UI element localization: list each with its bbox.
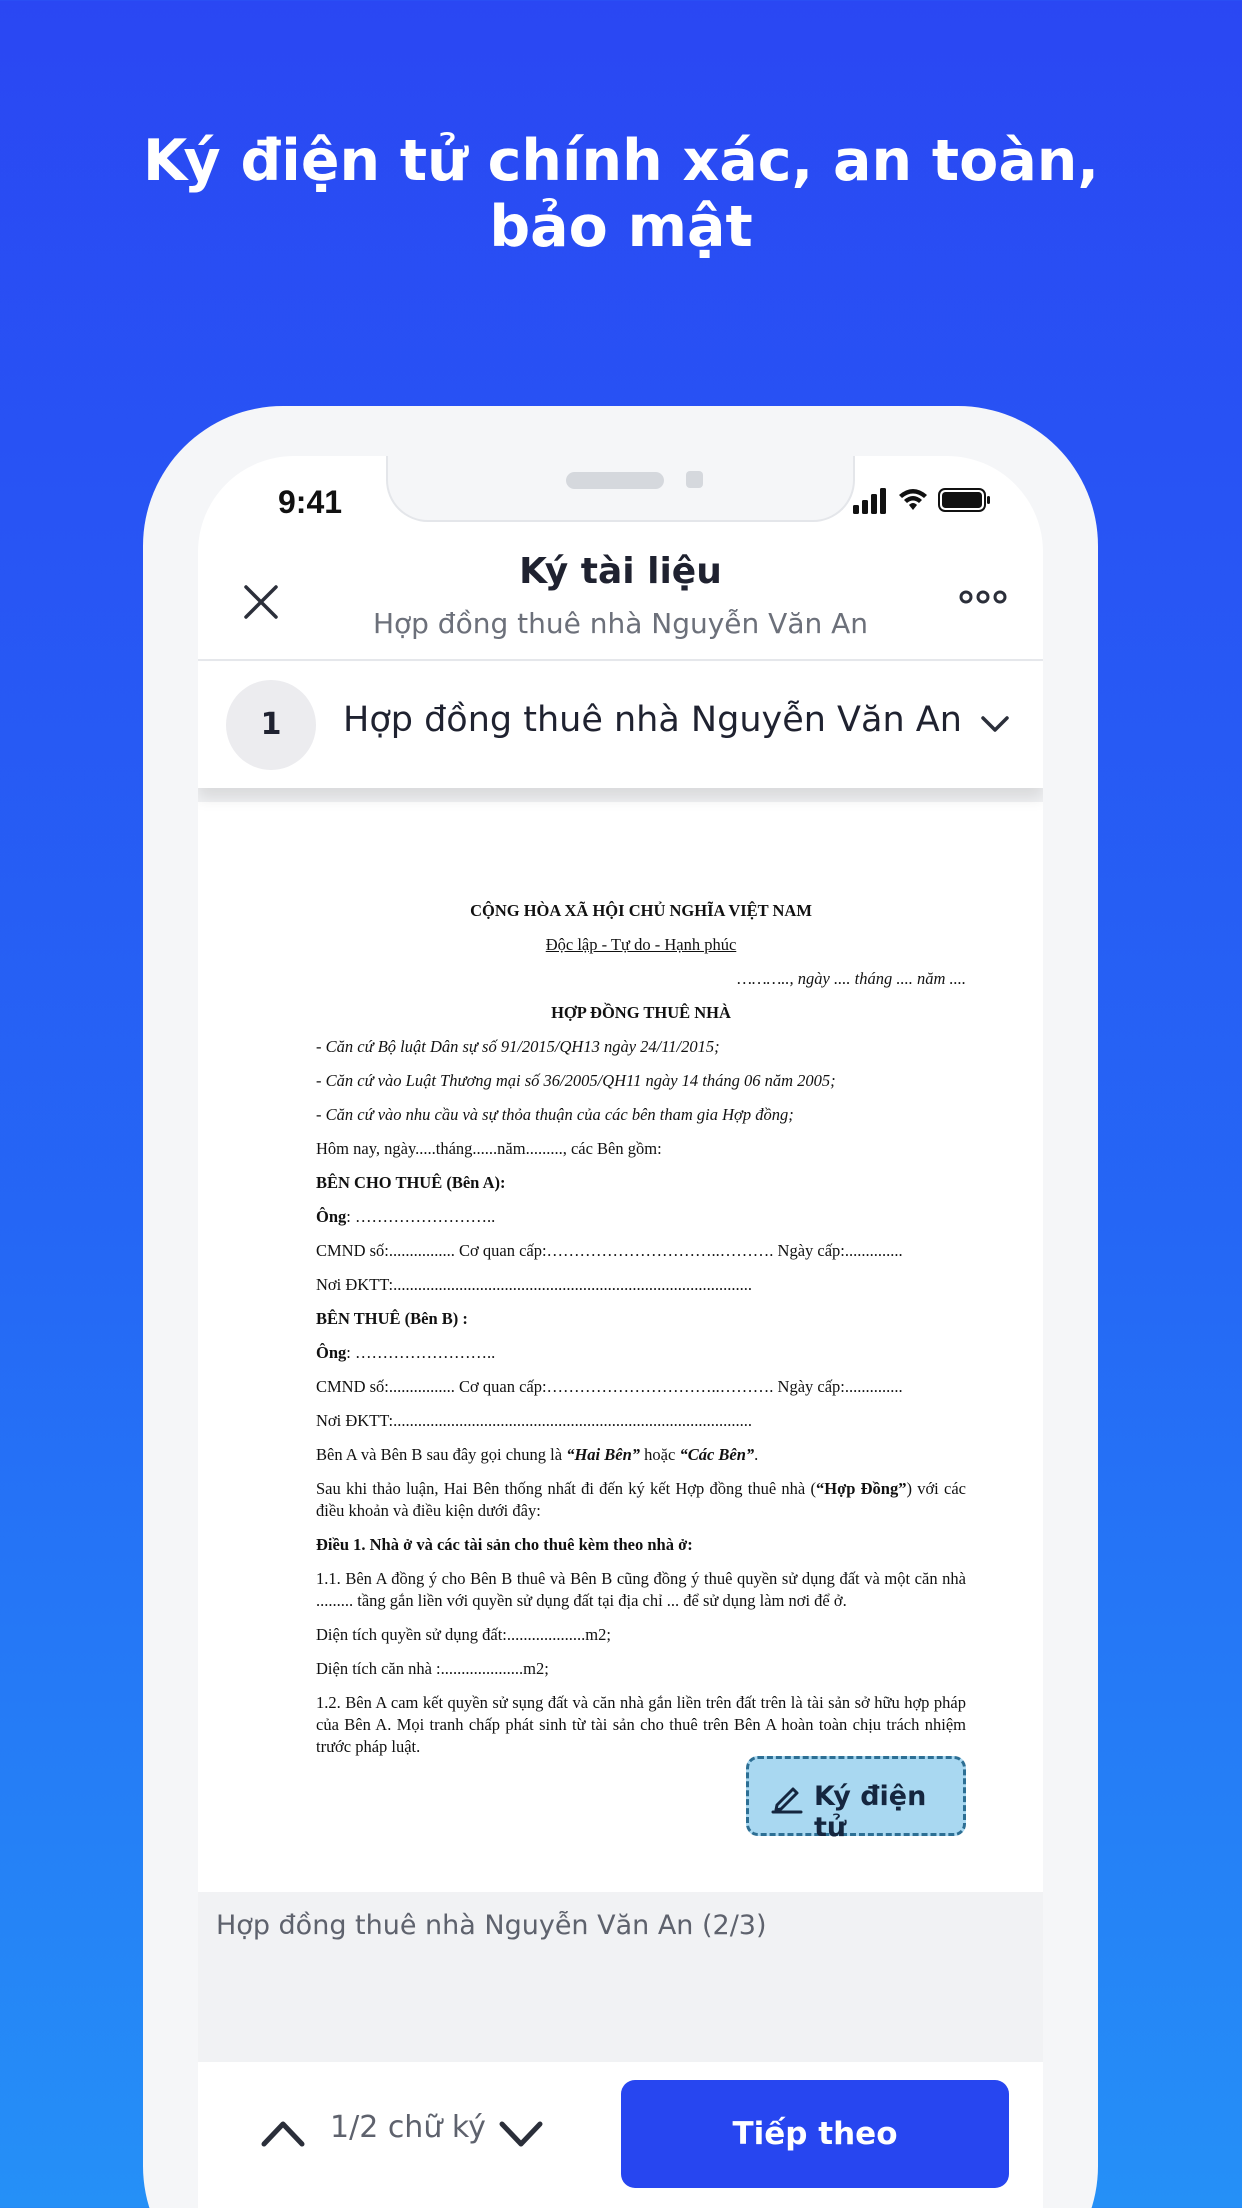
signal-icon	[853, 488, 886, 514]
doc-collective-prefix: Bên A và Bên B sau đây gọi chung là	[316, 1445, 567, 1464]
chevron-down-icon	[977, 706, 1013, 742]
doc-title: HỢP ĐỒNG THUÊ NHÀ	[551, 1003, 731, 1022]
doc-collective	[316, 1444, 966, 1466]
more-icon	[959, 585, 1007, 609]
continue-button[interactable]: Tiếp theo	[621, 2080, 1009, 2188]
headline-line-1: Ký điện tử chính xác, an toàn,	[142, 128, 1100, 194]
doc-agreement-prefix: Sau khi thảo luận, Hai Bên thống nhất đi đến ký kết Hợp đồng thuê nhà (	[316, 1479, 816, 1498]
next-signature-button[interactable]	[496, 2116, 546, 2156]
nav-title: Ký tài liệu	[519, 551, 722, 592]
document-selector[interactable]	[198, 662, 1043, 788]
doc-header-1: CỘNG HÒA XÃ HỘI CHỦ NGHĨA VIỆT NAM	[470, 901, 812, 920]
document-content	[316, 900, 966, 1770]
camera	[686, 471, 703, 488]
doc-party-a-name-value: : ……………………..	[346, 1207, 496, 1226]
more-button[interactable]	[959, 585, 1007, 609]
headline	[0, 128, 1242, 260]
speaker	[566, 472, 664, 489]
doc-collective-suffix: .	[754, 1445, 759, 1464]
wifi-icon	[899, 489, 927, 510]
doc-party-a-heading: BÊN CHO THUÊ (Bên A):	[316, 1173, 506, 1192]
doc-party-b-id: CMND số:................ Cơ quan cấp:…………………………..………. Ngày cấp:..............	[316, 1377, 903, 1396]
doc-party-b-name	[316, 1342, 966, 1364]
page-footer-label: Hợp đồng thuê nhà Nguyễn Văn An (2/3)	[216, 1910, 767, 1941]
doc-date-line: ……….., ngày .... tháng .... năm ....	[737, 969, 966, 988]
document-number-badge: 1	[226, 680, 316, 770]
chevron-up-icon	[258, 2112, 308, 2152]
notch	[386, 456, 855, 522]
doc-basis-2: - Căn cứ vào Luật Thương mại số 36/2005/QH11 ngày 14 tháng 06 năm 2005;	[316, 1071, 836, 1090]
headline-line-2: bảo mật	[489, 194, 753, 260]
doc-header-2: Độc lập - Tự do - Hạnh phúc	[545, 935, 737, 954]
doc-clause-1-1: 1.1. Bên A đồng ý cho Bên B thuê và Bên B cũng đồng ý thuê quyền sử dụng đất và một căn nhà ......... tầng gắn liền với quyền sử dụng đất tại địa chỉ ... để sử dụng làm nơi để ở.	[316, 1569, 966, 1610]
doc-clause-1-2: 1.2. Bên A cam kết quyền sử sụng đất và căn nhà gắn liền trên đất trên là tài sản sở hữu hợp pháp của Bên A. Mọi tranh chấp phát sinh từ tài sản cho thuê trên Bên A hoàn toàn chịu trách nhiệm trước pháp luật.	[316, 1693, 966, 1756]
document-page[interactable]	[198, 788, 1043, 1892]
doc-land-area: Diện tích quyền sử dụng đất:...................m2;	[316, 1625, 611, 1644]
previous-signature-button[interactable]	[258, 2112, 308, 2152]
doc-agreement	[316, 1478, 966, 1522]
doc-agreement-suffix: ) với các điều khoản và điều kiện dưới đây:	[316, 1479, 966, 1520]
doc-house-area: Diện tích căn nhà :....................m2;	[316, 1659, 549, 1678]
doc-collective-mid: hoặc	[640, 1445, 680, 1464]
doc-article-1: Điều 1. Nhà ở và các tài sản cho thuê kèm theo nhà ở:	[316, 1535, 693, 1554]
doc-party-b-name-value: : ……………………..	[346, 1343, 496, 1362]
doc-today: Hôm nay, ngày.....tháng......năm........., các Bên gồm:	[316, 1139, 662, 1158]
doc-party-a-id: CMND số:................ Cơ quan cấp:…………………………..………. Ngày cấp:..............	[316, 1241, 903, 1260]
doc-party-a-name-label: Ông	[316, 1207, 347, 1226]
status-icons	[853, 486, 1013, 516]
pen-icon	[769, 1779, 805, 1815]
status-time: 9:41	[278, 484, 343, 520]
doc-party-a-name	[316, 1206, 966, 1228]
nav-subtitle: Hợp đồng thuê nhà Nguyễn Văn An	[372, 607, 869, 640]
page-footer	[198, 1892, 1043, 2062]
doc-basis-3: - Căn cứ vào nhu cầu và sự thỏa thuận của các bên tham gia Hợp đồng;	[316, 1105, 794, 1124]
doc-party-b-heading: BÊN THUÊ (Bên B) :	[316, 1309, 468, 1328]
signature-field-label: Ký điện tử	[814, 1781, 927, 1843]
doc-basis-1: - Căn cứ Bộ luật Dân sự số 91/2015/QH13 ngày 24/11/2015;	[316, 1037, 720, 1056]
document-name: Hợp đồng thuê nhà Nguyễn Văn An	[343, 700, 962, 740]
signature-field[interactable]	[746, 1756, 966, 1843]
nav-bar	[198, 551, 1043, 661]
battery-icon	[939, 489, 990, 511]
phone-screen	[198, 456, 1043, 2208]
bottom-bar	[198, 2062, 1043, 2208]
doc-party-a-address: Nơi ĐKTT:.......................................................................................	[316, 1275, 752, 1294]
doc-collective-term-2: “Các Bên”	[679, 1445, 755, 1464]
doc-party-b-name-label: Ông	[316, 1343, 347, 1362]
signature-count: 1/2 chữ ký	[330, 2110, 486, 2145]
doc-collective-term-1: “Hai Bên”	[566, 1445, 641, 1464]
document-dropdown-toggle[interactable]	[977, 706, 1013, 742]
doc-party-b-address: Nơi ĐKTT:.......................................................................................	[316, 1411, 752, 1430]
chevron-down-icon	[496, 2116, 546, 2156]
doc-agreement-term: “Hợp Đồng”	[815, 1479, 907, 1498]
